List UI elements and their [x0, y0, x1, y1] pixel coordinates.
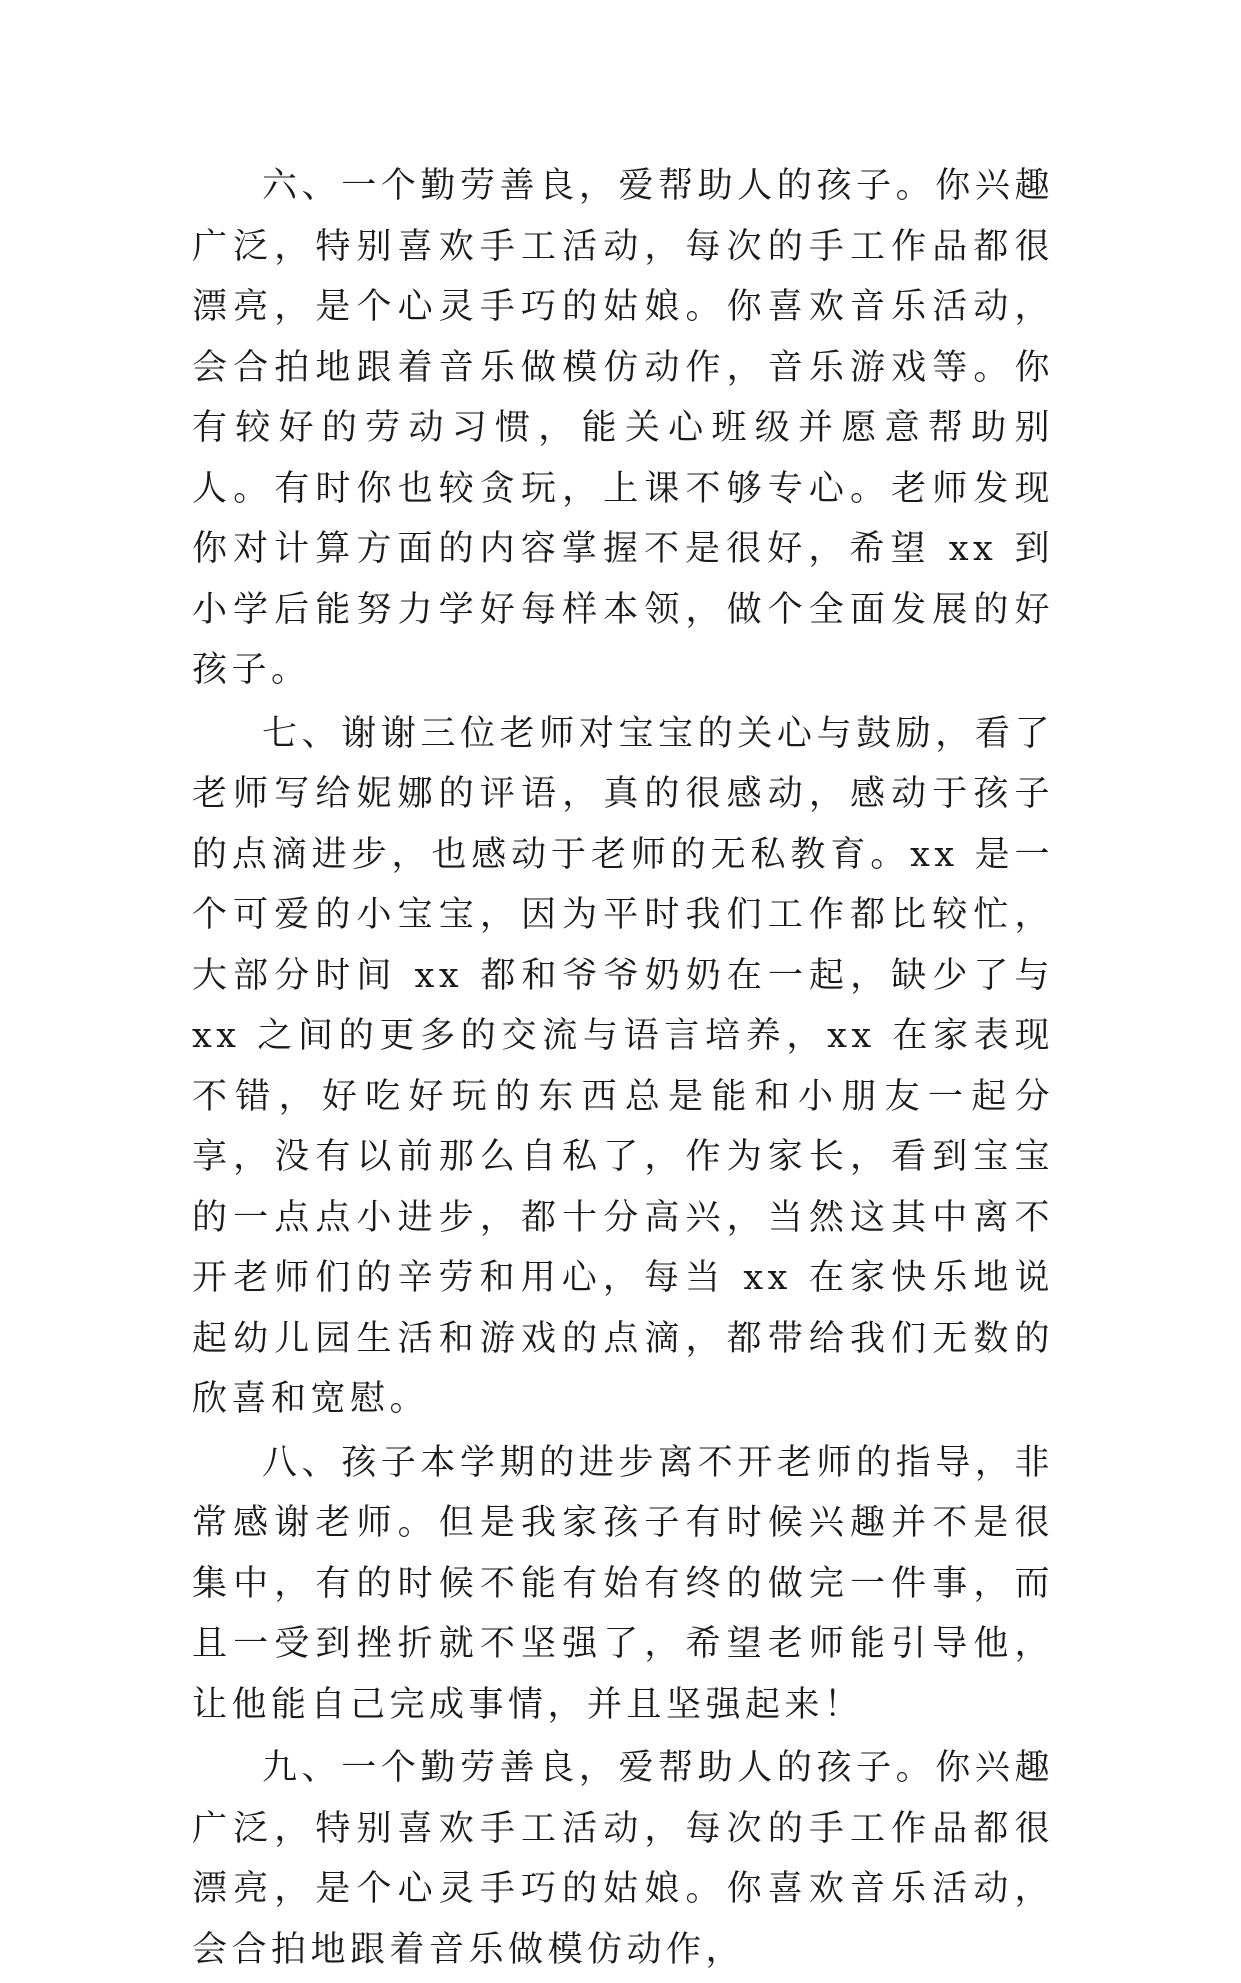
paragraph-7: 七、谢谢三位老师对宝宝的关心与鼓励，看了老师写给妮娜的评语，真的很感动，感动于孩子的点滴进步，也感动于老师的无私教育。xx 是一个可爱的小宝宝，因为平时我们工作都比较忙，大部分时间 xx 都和爷爷奶奶在一起，缺少了与 xx 之间的更多的交流与语言培养，xx 在家表现不错，好吃好玩的东西总是能和小朋友一起分享，没有以前那么自私了，作为家长，看到宝宝的一点点小进步，都十分高兴，当然这其中离不开老师们的辛劳和用心，每当 xx 在家快乐地说起幼儿园生活和游戏的点滴，都带给我们无数的欣喜和宽慰。 — [192, 713, 1054, 1419]
paragraph-9: 九、一个勤劳善良，爱帮助人的孩子。你兴趣广泛，特别喜欢手工活动，每次的手工作品都很漂亮，是个心灵手巧的姑娘。你喜欢音乐活动，会合拍地跟着音乐做模仿动作， — [192, 1748, 1054, 1970]
paragraph-6: 六、一个勤劳善良，爱帮助人的孩子。你兴趣广泛，特别喜欢手工活动，每次的手工作品都很漂亮，是个心灵手巧的姑娘。你喜欢音乐活动，会合拍地跟着音乐做模仿动作，音乐游戏等。你有较好的劳动习惯，能关心班级并愿意帮助别人。有时你也较贪玩，上课不够专心。老师发现你对计算方面的内容掌握不是很好，希望 xx 到小学后能努力学好每样本领，做个全面发展的好孩子。 — [192, 166, 1054, 690]
document-body — [192, 156, 1054, 1983]
paragraph-8: 八、孩子本学期的进步离不开老师的指导，非常感谢老师。但是我家孩子有时候兴趣并不是很集中，有的时候不能有始有终的做完一件事，而且一受到挫折就不坚强了，希望老师能引导他，让他能自己完成事情，并且坚强起来！ — [192, 1442, 1054, 1725]
